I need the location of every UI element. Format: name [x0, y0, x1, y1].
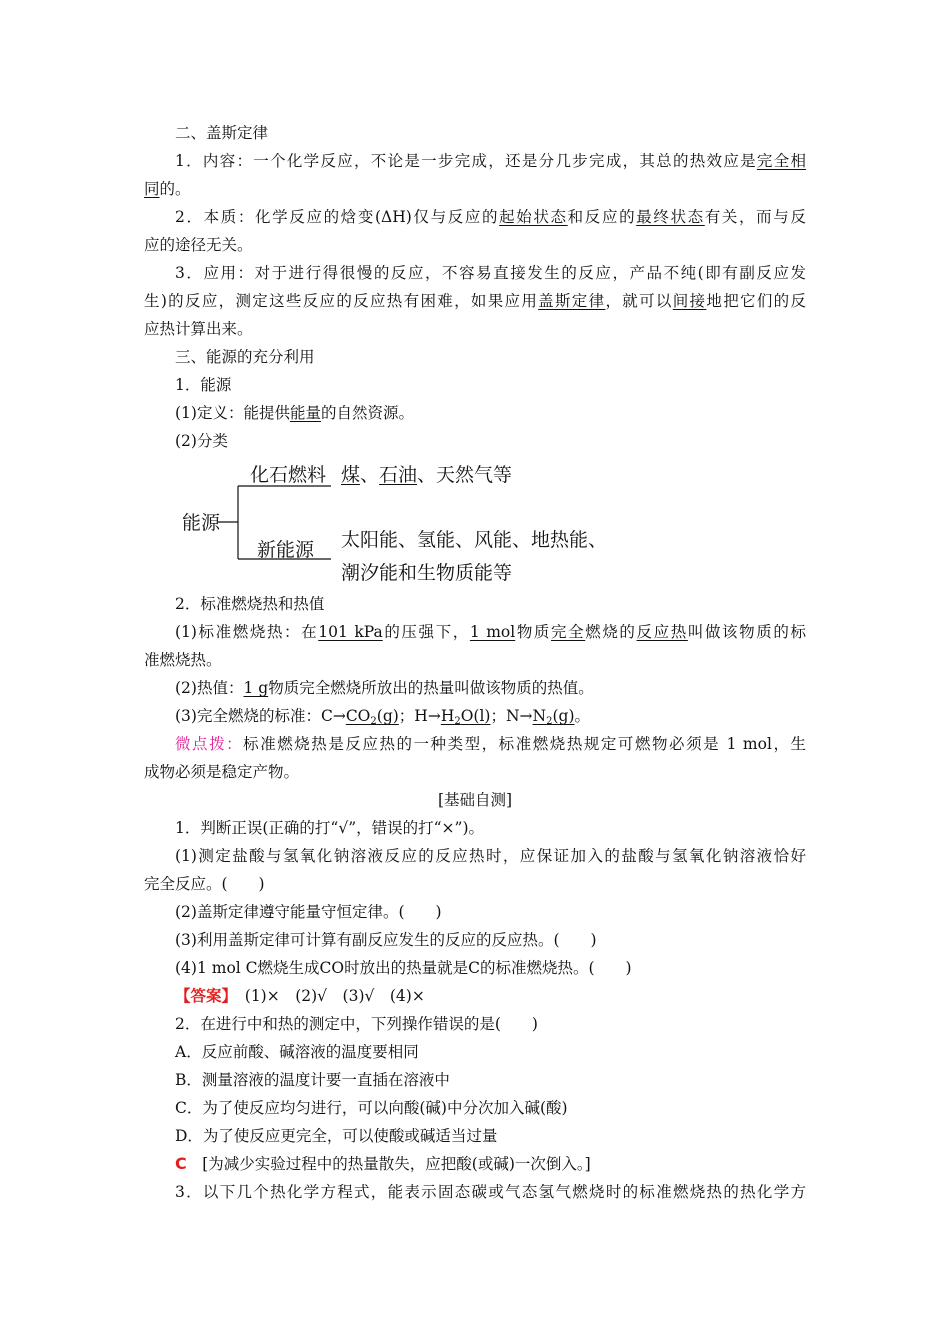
- question-1-item-4: (4)1 mol C燃烧生成CO时放出的热量就是C的标准燃烧热。( ): [175, 959, 632, 977]
- question-1-item-2: (2)盖斯定律遵守能量守恒定律。( ): [175, 903, 442, 921]
- hess-content-line1: 1．内容：一个化学反应，不论是一步完成，还是分几步完成，其总的热效应是完全相: [175, 152, 806, 170]
- option-d: D．为了使反应更完全，可以使酸或碱适当过量: [175, 1127, 498, 1145]
- hess-application-line3: 应热计算出来。: [144, 320, 253, 338]
- self-test-title: [基础自测]: [437, 791, 513, 809]
- answer-2-letter: C: [175, 1154, 187, 1173]
- question-1-item-1-line1: (1)测定盐酸与氢氧化钠溶液反应的反应热时，应保证加入的盐酸与氢氧化钠溶液恰好: [175, 847, 806, 865]
- diagram-new-items-1: 太阳能、氢能、风能、地热能、: [341, 529, 608, 551]
- question-2: 2．在进行中和热的测定中，下列操作错误的是( ): [175, 1015, 538, 1033]
- complete-combustion-standard: (3)完全燃烧的标准：$C\to CO_2(g)$；$H\to H_2O(l)$；$N\to N_2(g)$。: [175, 707, 591, 727]
- diagram-new-items-2: 潮汐能和生物质能等: [341, 562, 513, 584]
- tip-line1: 微点拨：标准燃烧热是反应热的一种类型，标准燃烧热规定可燃物必须是 1 mol，生: [175, 735, 806, 753]
- diagram-fossil-fuels: 化石燃料: [250, 464, 327, 486]
- hess-essence-line1: 2．本质：化学反应的焓变(ΔH)仅与反应的起始状态和反应的最终状态有关，而与反: [175, 208, 806, 226]
- hess-essence-line2: 应的途径无关。: [144, 236, 253, 254]
- question-1-item-3: (3)利用盖斯定律可计算有副反应发生的反应的反应热。( ): [175, 931, 597, 949]
- energy-classification: (2)分类: [175, 432, 228, 450]
- question-1: 1．判断正误(正确的打“√”，错误的打“×”)。: [175, 819, 485, 837]
- section-title-energy: 三、能源的充分利用: [175, 348, 315, 366]
- tip-line2: 成物必须是稳定产物。: [144, 763, 300, 781]
- tip-label: 微点拨：: [175, 735, 244, 753]
- std-combustion-heat-line1: (1)标准燃烧热：在101 kPa的压强下，1 mol物质完全燃烧的反应热叫做该物质的标: [175, 623, 806, 641]
- energy-definition: (1)定义：能提供能量的自然资源。: [175, 404, 414, 422]
- option-b: B．测量溶液的温度计要一直插在溶液中: [175, 1071, 450, 1089]
- answer-1: 【答案】 (1)× (2)√ (3)√ (4)×: [175, 986, 425, 1005]
- energy-heading: 1．能源: [175, 376, 232, 394]
- diagram-fossil-items: 煤、石油、天然气等: [341, 464, 513, 486]
- question-1-item-1-line2: 完全反应。( ): [144, 875, 265, 893]
- diagram-root-energy: 能源: [182, 512, 221, 534]
- question-3: 3．以下几个热化学方程式，能表示固态碳或气态氢气燃烧时的标准燃烧热的热化学方: [175, 1183, 806, 1201]
- answer-2: C [为减少实验过程中的热量散失，应把酸(或碱)一次倒入。]: [175, 1154, 591, 1173]
- std-combustion-heat-line2: 准燃烧热。: [144, 651, 222, 669]
- hess-content-line2: 同的。: [144, 180, 191, 198]
- calorific-value: (2)热值：1 g物质完全燃烧所放出的热量叫做该物质的热值。: [175, 679, 594, 697]
- hess-application-line1: 3．应用：对于进行得很慢的反应，不容易直接发生的反应，产品不纯(即有副反应发: [175, 264, 806, 282]
- answer-label: 【答案】: [175, 986, 230, 1005]
- combustion-heading: 2．标准燃烧热和热值: [175, 595, 325, 613]
- hess-application-line2: 生)的反应，测定这些反应的反应热有困难，如果应用盖斯定律，就可以间接地把它们的反: [144, 292, 806, 310]
- diagram-new-energy: 新能源: [257, 539, 315, 561]
- option-a: A．反应前酸、碱溶液的温度要相同: [175, 1043, 419, 1061]
- option-c: C．为了使反应均匀进行，可以向酸(碱)中分次加入碱(酸): [175, 1099, 568, 1117]
- section-title-hess-law: 二、盖斯定律: [175, 124, 269, 142]
